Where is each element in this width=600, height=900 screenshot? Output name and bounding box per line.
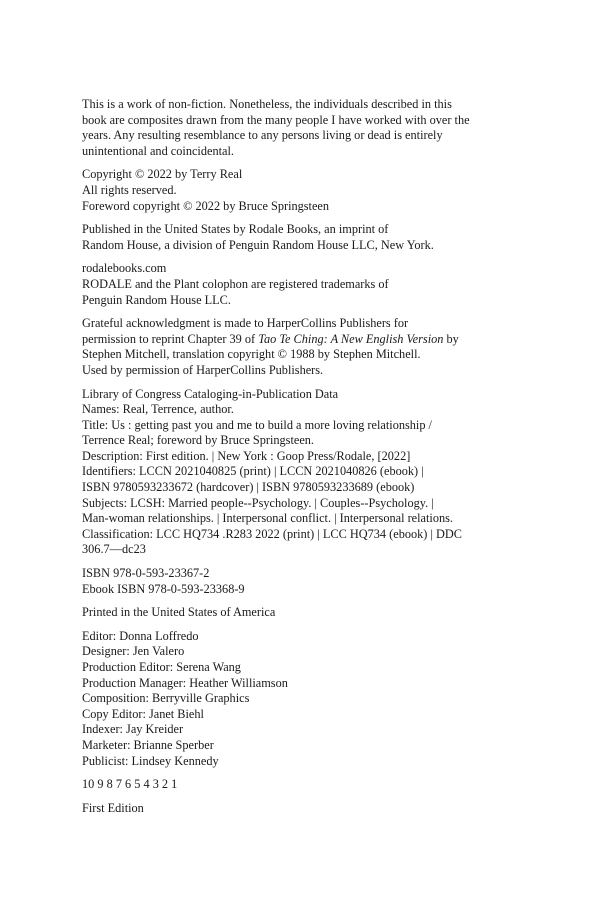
cip-line: Man-woman relationships. | Interpersonal conflict. | Interpersonal relations. [82, 511, 453, 526]
isbn-line: ISBN 978-0-593-23367-2 [82, 566, 210, 581]
edition-block [82, 801, 522, 817]
acknowledgment-line: Grateful acknowledgment is made to HarperCollins Publishers for [82, 316, 409, 331]
disclaimer-paragraph [82, 97, 522, 159]
cip-line: Classification: LCC HQ734 .R283 2022 (print) | LCC HQ734 (ebook) | DDC [82, 526, 462, 541]
credits-block [82, 629, 522, 769]
credit-line: Indexer: Jay Kreider [82, 722, 184, 737]
website-line: rodalebooks.com [82, 261, 167, 276]
acknowledgment-prefix: permission to reprint Chapter 39 of [82, 331, 259, 346]
cip-line: ISBN 9780593233672 (hardcover) | ISBN 9780593233689 (ebook) [82, 480, 415, 495]
disclaimer-line: years. Any resulting resemblance to any persons living or dead is entirely [82, 128, 443, 143]
cip-line: Identifiers: LCCN 2021040825 (print) | LCCN 2021040826 (ebook) | [82, 464, 424, 479]
credit-line: Designer: Jen Valero [82, 644, 185, 659]
credit-line: Marketer: Brianne Sperber [82, 737, 214, 752]
isbn-block [82, 566, 522, 597]
acknowledgment-line: Used by permission of HarperCollins Publishers. [82, 362, 324, 377]
trademark-line: RODALE and the Plant colophon are registered trademarks of [82, 276, 389, 291]
printed-line: Printed in the United States of America [82, 605, 276, 620]
cip-line: Names: Real, Terrence, author. [82, 402, 234, 417]
cip-line: Subjects: LCSH: Married people--Psychology. | Couples--Psychology. | [82, 495, 434, 510]
credit-line: Composition: Berryville Graphics [82, 691, 250, 706]
copyright-page [82, 97, 522, 824]
credit-line: Copy Editor: Janet Biehl [82, 706, 204, 721]
trademark-block [82, 261, 522, 308]
edition-line: First Edition [82, 800, 144, 815]
trademark-line: Penguin Random House LLC. [82, 292, 231, 307]
printing-line: 10 9 8 7 6 5 4 3 2 1 [82, 777, 178, 792]
credit-line: Production Manager: Heather Williamson [82, 675, 288, 690]
acknowledgment-block [82, 316, 522, 378]
cip-line: Terrence Real; foreword by Bruce Springsteen. [82, 433, 315, 448]
publisher-line: Random House, a division of Penguin Random House LLC, New York. [82, 237, 434, 252]
book-title: Tao Te Ching: A New English Version [258, 331, 444, 346]
credit-line: Editor: Donna Loffredo [82, 628, 199, 643]
disclaimer-line: unintentional and coincidental. [82, 143, 234, 158]
printed-block [82, 605, 522, 621]
publisher-block [82, 222, 522, 253]
credit-line: Publicist: Lindsey Kennedy [82, 753, 219, 768]
disclaimer-line: This is a work of non-fiction. Nonetheless, the individuals described in this [82, 97, 452, 111]
publisher-line: Published in the United States by Rodale Books, an imprint of [82, 222, 389, 237]
acknowledgment-line: Stephen Mitchell, translation copyright © 1988 by Stephen Mitchell. [82, 347, 421, 362]
cip-line: Description: First edition. | New York : Goop Press/Rodale, [2022] [82, 448, 411, 463]
disclaimer-line: book are composites drawn from the many people I have worked with over the [82, 112, 470, 127]
copyright-line: Copyright © 2022 by Terry Real [82, 167, 243, 182]
foreword-copyright-line: Foreword copyright © 2022 by Bruce Springsteen [82, 198, 330, 213]
cip-line: 306.7—dc23 [82, 542, 146, 557]
cip-block [82, 387, 522, 559]
printing-line-block [82, 777, 522, 793]
acknowledgment-suffix: by [443, 331, 459, 346]
acknowledgment-line [82, 332, 522, 348]
copyright-block [82, 167, 522, 214]
credit-line: Production Editor: Serena Wang [82, 660, 241, 674]
rights-line: All rights reserved. [82, 182, 177, 197]
cip-line: Title: Us : getting past you and me to build a more loving relationship / [82, 417, 432, 432]
ebook-isbn-line: Ebook ISBN 978-0-593-23368-9 [82, 581, 245, 596]
cip-heading: Library of Congress Cataloging-in-Publication Data [82, 386, 339, 401]
